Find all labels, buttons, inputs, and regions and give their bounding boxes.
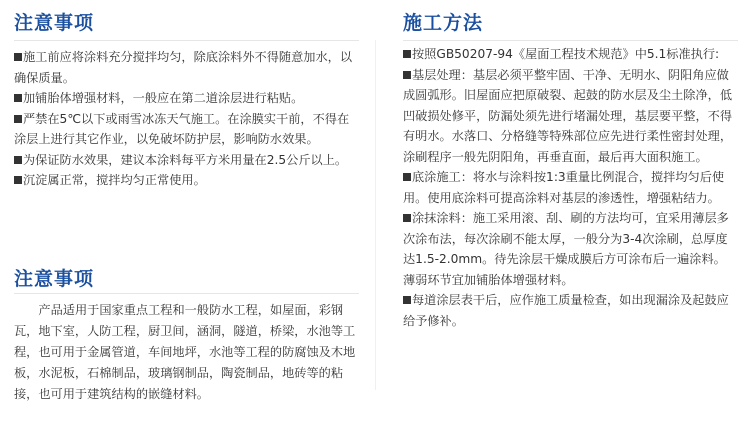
list-item: 施工前应将涂料充分搅拌均匀，除底涂料外不得随意加水，以确保质量。: [14, 50, 353, 85]
precautions-list: [14, 47, 359, 191]
list-item: 为保证防水效果，建议本涂料每平方米用量在2.5公斤以上。: [14, 150, 359, 171]
square-bullet-icon: [403, 173, 411, 181]
square-bullet-icon: [14, 53, 22, 61]
list-item: 沉淀属正常，搅拌均匀正常使用。: [14, 170, 359, 191]
list-item: 涂抹涂料：施工采用滚、刮、刷的方法均可，宜采用薄层多次涂布法，每次涂刷不能太厚，一般分为3-4次涂刷，总厚度达1.5-2.0mm。待先涂层干燥成膜后方可涂布后一遍涂料。薄弱环节宜加铺胎体增强材料。: [403, 211, 729, 287]
square-bullet-icon: [403, 50, 411, 58]
heading-rule: [14, 293, 359, 294]
list-item: 严禁在5℃以下或雨雪冰冻天气施工。在涂膜实干前，不得在涂层上进行其它作业，以免破坏防护层，影响防水效果。: [14, 111, 350, 146]
square-bullet-icon: [403, 214, 411, 222]
heading-rule: [14, 40, 359, 41]
square-bullet-icon: [14, 115, 22, 123]
square-bullet-icon: [403, 296, 411, 304]
applications-heading: 注意事项: [14, 268, 95, 290]
construction-method-heading: 施工方法: [403, 12, 484, 34]
list-item: 基层处理：基层必须平整牢固、干净、无明水、阴阳角应做成圆弧形。旧屋面应把原破裂、起鼓的防水层及尘土除净，低凹破损处修平，防漏处须先进行堵漏处理，基层要平整，不得有明水。水落口、分格缝等特殊部位应先进行柔性密封处理，涂刷程序一般先阴阳角，再垂直面，最后再大面积施工。: [403, 67, 733, 164]
heading-rule: [403, 40, 738, 41]
list-item: 每道涂层表干后，应作施工质量检查，如出现漏涂及起鼓应给予修补。: [403, 293, 729, 328]
square-bullet-icon: [14, 156, 22, 164]
precautions-heading: 注意事项: [14, 12, 95, 34]
method-list: [403, 44, 738, 331]
applications-paragraph: 产品适用于国家重点工程和一般防水工程，如屋面，彩钢瓦，地下室，人防工程，厨卫间，涵洞，隧道，桥梁，水池等工程，也可用于金属管道，车间地坪，水池等工程的防腐蚀及木地板，水泥板，石棉制品，玻璃钢制品，陶瓷制品，地砖等的粘接，也可用于建筑结构的嵌缝材料。: [14, 303, 356, 401]
list-item: 底涂施工：将水与涂料按1:3重量比例混合，搅拌均匀后使用。使用底涂料可提高涂料对基层的渗透性，增强粘结力。: [403, 170, 725, 205]
square-bullet-icon: [14, 176, 22, 184]
list-item: 按照GB50207-94《屋面工程技术规范》中5.1标准执行:: [403, 44, 738, 65]
square-bullet-icon: [14, 94, 22, 102]
square-bullet-icon: [403, 71, 411, 79]
column-divider: [375, 40, 376, 390]
list-item: 加铺胎体增强材料，一般应在第二道涂层进行粘贴。: [14, 88, 359, 109]
